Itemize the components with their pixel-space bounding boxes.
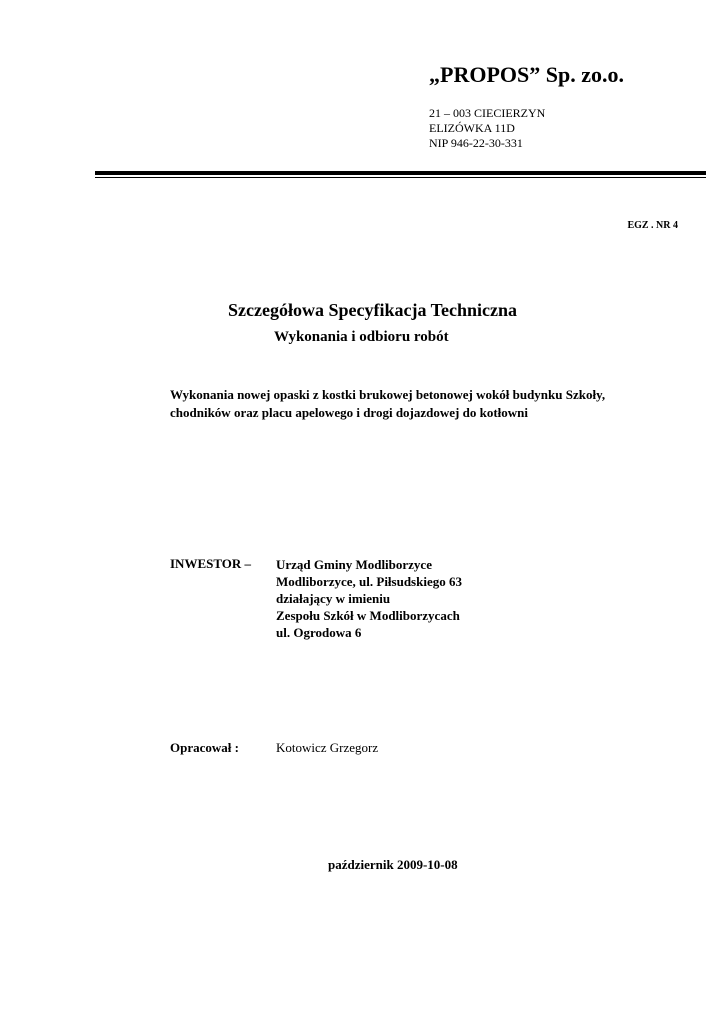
investor-line: Urząd Gminy Modliborzyce	[276, 557, 432, 572]
investor-label: INWESTOR –	[170, 556, 252, 571]
header-divider-thin	[95, 177, 706, 178]
company-address	[429, 106, 545, 151]
investor-line: Modliborzyce, ul. Piłsudskiego 63	[276, 574, 462, 589]
investor-details	[276, 556, 462, 641]
investor-line: ul. Ogrodowa 6	[276, 625, 362, 640]
work-description	[170, 386, 605, 422]
document-title: Szczegółowa Specyfikacja Techniczna	[228, 300, 517, 320]
description-line: Wykonania nowej opaski z kostki brukowej betonowej wokół budynku Szkoły,	[170, 387, 606, 402]
document-subtitle: Wykonania i odbioru robót	[274, 329, 449, 345]
investor-line: działający w imieniu	[276, 591, 391, 606]
address-line: 21 – 003 CIECIERZYN	[429, 106, 546, 120]
author-label: Opracował :	[170, 740, 239, 755]
address-line: ELIZÓWKA 11D	[429, 121, 515, 135]
company-name: „PROPOS” Sp. zo.o.	[429, 62, 624, 87]
description-line: chodników oraz placu apelowego i drogi dojazdowej do kotłowni	[170, 405, 529, 420]
tax-id-line: NIP 946-22-30-331	[429, 136, 523, 150]
copy-number: EGZ . NR 4	[627, 220, 678, 231]
document-date: październik 2009-10-08	[328, 857, 458, 872]
investor-line: Zespołu Szkół w Modliborzycach	[276, 608, 460, 623]
author-name: Kotowicz Grzegorz	[276, 740, 379, 755]
header-divider-thick	[95, 171, 706, 175]
